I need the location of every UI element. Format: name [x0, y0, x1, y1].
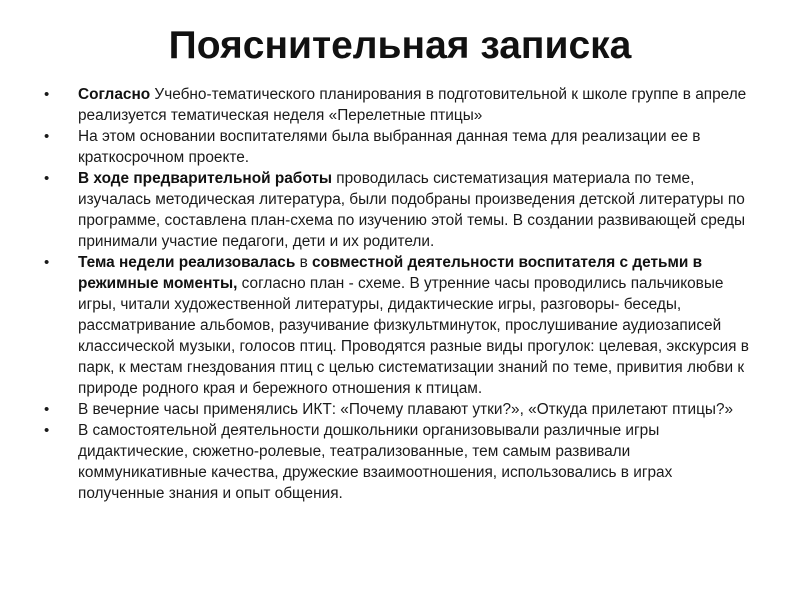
item-4-mid: в: [295, 254, 313, 271]
item-1-text: Учебно-тематического планирования в подготовительной к школе группе в апреле реализуется тематическая неделя «Перелетные птицы»: [78, 86, 747, 124]
bullet-icon: •: [44, 170, 50, 187]
bullet-icon: •: [44, 254, 50, 271]
page-title: Пояснительная записка: [168, 24, 632, 67]
bullet-icon: •: [44, 128, 50, 145]
list-item-3: [44, 168, 762, 252]
bullet-icon: •: [44, 422, 50, 439]
list-item-6: [44, 420, 762, 504]
item-1-bold: Согласно: [78, 86, 151, 103]
bullet-icon: •: [44, 86, 50, 103]
item-3-bold: В ходе предварительной работы: [78, 170, 333, 187]
item-2-text: На этом основании воспитателями была выбранная данная тема для реализации ее в краткосрочном проекте.: [78, 128, 701, 166]
item-4-bold: Тема недели реализовалась: [78, 254, 296, 271]
item-5-text: В вечерние часы применялись ИКТ: «Почему плавают утки?», «Откуда прилетают птицы?»: [78, 401, 734, 418]
list-item-1: [44, 84, 762, 126]
bullet-icon: •: [44, 401, 50, 418]
item-4-text: согласно план - схеме. В утренние часы проводились пальчиковые игры, читали художественной литературы, дидактические игры, разговоры- беседы, рассматривание альбомов, разучивание физкультминуток, прослушивание аудиозаписей классической музыки, голосов птиц. Проводятся разные виды прогулок: целевая, экскурсия в парк, к местам гнездования птиц с целью систематизации знаний по теме, привития любви к природе родного края и бережного отношения к птицам.: [78, 275, 749, 397]
list-item-2: [44, 126, 762, 168]
list-item-4: [44, 252, 762, 399]
item-6-text: В самостоятельной деятельности дошкольники организовывали различные игры дидактические, сюжетно-ролевые, театрализованные, тем самым развивали коммуникативные качества, дружеские взаимоотношения, использовались в играх полученные знания и опыт общения.: [78, 422, 673, 502]
item-4-bold2: совместной деятельности воспитателя с детьми в режимные моменты,: [78, 254, 703, 292]
bullet-list: [44, 84, 762, 504]
list-item-5: [44, 399, 762, 420]
item-3-text: проводилась систематизация материала по теме, изучалась методическая литература, были подобраны произведения детской литературы по программе, составлена план-схема по изучению этой темы. В создании развивающей среды принимали участие педагоги, дети и их родители.: [78, 170, 746, 250]
